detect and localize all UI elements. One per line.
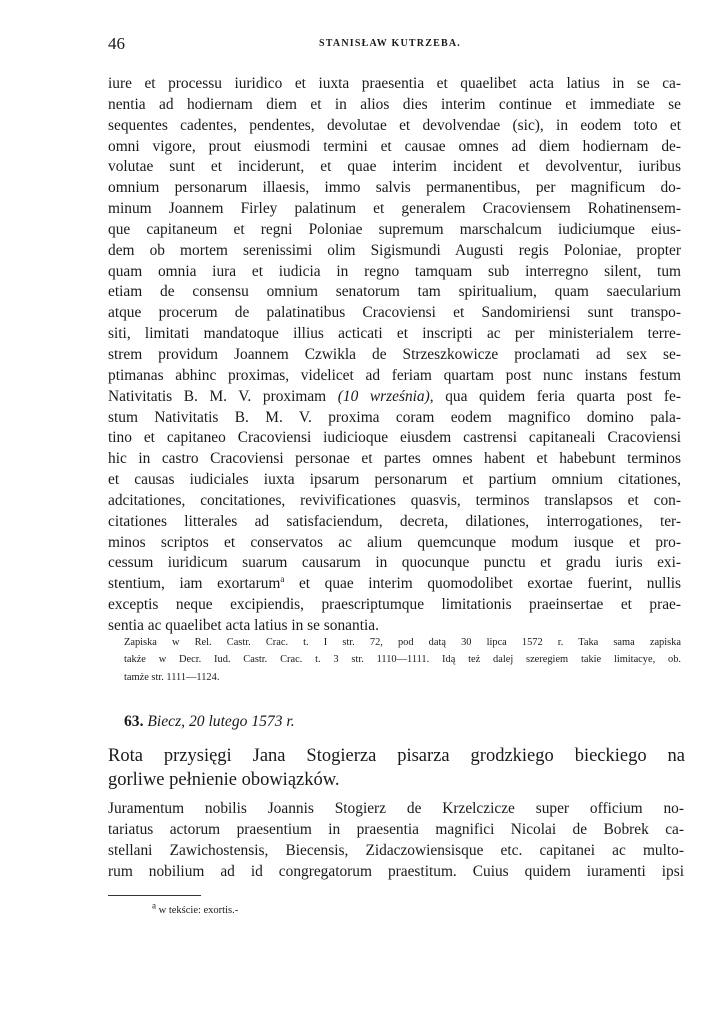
footnote-text: w tekście: exortis.- — [156, 905, 239, 916]
text-line: strem providum Joannem Czwikla de Strzeszkowicze proclamati ad sex se- — [108, 345, 681, 363]
title-line: gorliwe pełnienie obowiązków. — [108, 770, 340, 790]
text-line: minum Joannem Firley palatinum et generalem Cracoviensem Rohatinensem- — [108, 200, 681, 218]
text-line — [108, 387, 681, 408]
footnote-divider — [108, 895, 201, 896]
text-line: volutae sunt et inciderunt, et quae interim incident et devolventur, iuribus — [108, 158, 681, 176]
text-segment: stentium, iam exortarum — [108, 575, 281, 593]
text-line: sentia ac quaelibet acta latius in se sonantia. — [108, 616, 379, 634]
date-annotation: (10 września) — [337, 387, 430, 405]
text-line: quam omnia iura et iudicia in regno tamquam sub interregno silent, tum — [108, 262, 681, 280]
note-line: Zapiska w Rel. Castr. Crac. t. I str. 72, pod datą 30 lipca 1572 r. Taka sama zapiska — [124, 637, 681, 648]
text-segment: Nativitatis B. M. V. proximam — [108, 387, 338, 405]
source-note — [124, 634, 681, 686]
running-head-author: STANISŁAW KUTRZEBA. — [319, 38, 461, 49]
document-title — [108, 744, 685, 792]
document-heading — [124, 713, 295, 731]
text-line: sequentes cadentes, pendentes, devolutae et devolvendae (sic), in eodem toto et — [108, 116, 681, 134]
text-line: omnium personarum illaesis, immo salvis permanentibus, per magnificum do- — [108, 179, 681, 197]
text-segment: et quae interim quomodolibet exortae fuerint, nullis — [284, 575, 681, 593]
text-line: citationes litterales ad satisfaciendum, decreta, dilationes, interrogationes, ter- — [108, 512, 681, 530]
text-line: tino et capitaneo Cracoviensi iudicioque eiusdem castrensi capitaneali Cracoviensi — [108, 429, 681, 447]
text-line: etiam de consensu omnium senatorum tam spiritualium, quam saecularium — [108, 283, 681, 301]
text-line: siti, limitati mandatoque illius acticati et inscripti ac per ministerialem terre- — [108, 325, 681, 343]
text-line: rum nobilium ad id congregatorum praestitum. Cuius quidem iuramenti ipsi — [108, 862, 684, 880]
text-line: ptimanas abhinc proximas, videlicet ad feriam quartam post nunc instans festum — [108, 366, 681, 384]
main-text — [108, 74, 681, 637]
running-head — [0, 34, 720, 58]
text-line: adcitationes, concitationes, revivificationes quasvis, terminos translapsos et con- — [108, 491, 681, 509]
text-line: iure et processu iuridico et iuxta praesentia et quaelibet acta latius in se ca- — [108, 75, 681, 92]
text-line: exceptis neque excipiendis, praescriptumque limitationis praeinsertae et prae- — [108, 596, 681, 614]
text-line: et causas iudiciales iuxta ipsarum personarum et partium omnium citationes, — [108, 471, 681, 489]
footnote — [152, 900, 239, 916]
document-number: 63. — [124, 713, 144, 730]
text-line: que capitaneum et regni Poloniae supremum marschalcum iudiciumque eius- — [108, 220, 681, 238]
text-line: hic in castro Cracoviensi personae et partes omnes habent et habebunt terminos — [108, 450, 681, 468]
text-line — [108, 574, 681, 595]
text-line: Juramentum nobilis Joannis Stogierz de Krzelczicze super officium no- — [108, 800, 684, 817]
text-line: cessum iuridicum suarum causarum in quocunque punctu et gradu iuris exi- — [108, 554, 681, 572]
text-line: tariatus actorum praesentium in praesentia magnifici Nicolai de Bobrek ca- — [108, 820, 684, 838]
footnote-marker: a — [280, 574, 285, 585]
document-body — [108, 799, 684, 882]
page-number: 46 — [108, 34, 125, 53]
document-place-date: Biecz, 20 lutego 1573 r. — [147, 713, 295, 730]
footnote-marker: a — [152, 900, 156, 911]
text-segment: , qua quidem feria quarta post fe- — [429, 387, 681, 405]
title-line: Rota przysięgi Jana Stogierza pisarza grodzkiego bieckiego na — [108, 746, 685, 766]
note-line: także w Decr. Iud. Castr. Crac. t. 3 str. 1110—1111. Idą też dalej szeregiem takie limitacye, ob. — [124, 654, 681, 666]
text-line: omni vigore, prout eiusmodi termini et causae omnes ad diem hodiernam de- — [108, 137, 681, 155]
text-line: atque procerum de palatinatibus Cracoviensi et Sandomiriensi sunt transpo- — [108, 304, 681, 322]
text-line: nentia ad hodiernam diem et in alios dies interim continue et immediate se — [108, 95, 681, 113]
text-line: minos scriptos et conservatos ac alium quemcunque modum iusque et pro- — [108, 533, 681, 551]
text-line: dem ob mortem serenissimi olim Sigismundi Augusti regis Poloniae, propter — [108, 241, 681, 259]
text-line: stum Nativitatis B. M. V. proxima coram eodem magnifico domino pala- — [108, 408, 681, 426]
note-line: tamże str. 1111—1124. — [124, 671, 220, 683]
text-line: stellani Zawichostensis, Biecensis, Zidaczowiensisque etc. capitanei ac multo- — [108, 841, 684, 859]
